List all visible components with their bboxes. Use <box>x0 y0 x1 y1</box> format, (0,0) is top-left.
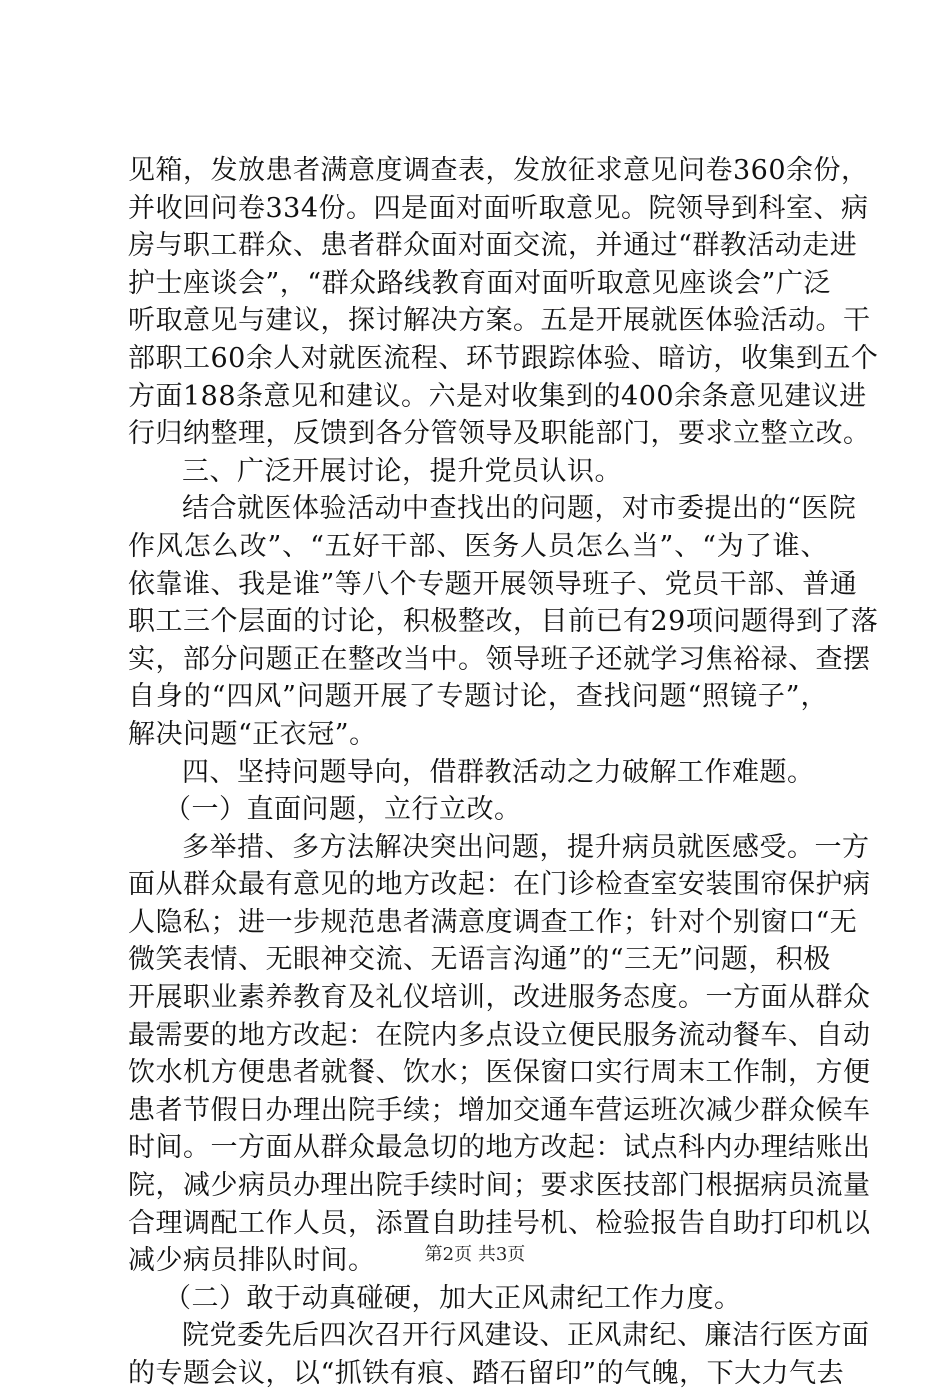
paragraph-line: 院，减少病员办理出院手续时间；要求医技部门根据病员流量 <box>128 1170 871 1202</box>
paragraph-line: 护士座谈会”，“群众路线教育面对面听取意见座谈会”广泛 <box>128 267 831 299</box>
paragraph-line: 作风怎么改”、“五好干部、医务人员怎么当”、“为了谁、 <box>128 530 828 562</box>
paragraph-line: 多举措、多方法解决突出问题，提升病员就医感受。一方 <box>182 831 870 863</box>
paragraph-line: 合理调配工作人员，添置自助挂号机、检验报告自助打印机以 <box>128 1207 871 1239</box>
paragraph-line: 人隐私；进一步规范患者满意度调查工作；针对个别窗口“无 <box>128 906 858 938</box>
paragraph-line: 方面188条意见和建议。六是对收集到的400余条意见建议进 <box>128 380 867 412</box>
paragraph-line: 听取意见与建议，探讨解决方案。五是开展就医体验活动。干 <box>128 305 871 337</box>
paragraph-line: 结合就医体验活动中查找出的问题，对市委提出的“医院 <box>182 493 857 525</box>
subsection-heading-line: （二）敢于动真碰硬，加大正风肃纪工作力度。 <box>164 1282 742 1314</box>
paragraph-line: 饮水机方便患者就餐、饮水；医保窗口实行周末工作制，方便 <box>128 1057 871 1089</box>
paragraph-line: 职工三个层面的讨论，积极整改，目前已有29项问题得到了落 <box>128 606 879 638</box>
paragraph-line: 解决问题“正衣冠”。 <box>128 718 377 750</box>
paragraph-line: 实，部分问题正在整改当中。领导班子还就学习焦裕禄、查摆 <box>128 643 871 675</box>
paragraph-line: 行归纳整理，反馈到各分管领导及职能部门，要求立整立改。 <box>128 418 871 450</box>
section-heading-line: 四、坚持问题导向，借群教活动之力破解工作难题。 <box>182 756 815 788</box>
page-number-footer: 第2页 共3页 <box>424 1244 526 1265</box>
paragraph-line: 开展职业素养教育及礼仪培训，改进服务态度。一方面从群众 <box>128 982 871 1014</box>
paragraph-line: 微笑表情、无眼神交流、无语言沟通”的“三无”问题，积极 <box>128 944 831 976</box>
section-heading-line: 三、广泛开展讨论，提升党员认识。 <box>182 455 622 487</box>
paragraph-line: 的专题会议，以“抓铁有痕、踏石留印”的气魄，下大力气去 <box>128 1358 845 1389</box>
paragraph-line: 院党委先后四次召开行风建设、正风肃纪、廉洁行医方面 <box>182 1320 870 1352</box>
document-body <box>128 152 879 1393</box>
paragraph-line: 并收回问卷334份。四是面对面听取意见。院领导到科室、病 <box>128 192 869 224</box>
paragraph-line: 部职工60余人对就医流程、环节跟踪体验、暗访，收集到五个 <box>128 342 879 374</box>
paragraph-line: 最需要的地方改起：在院内多点设立便民服务流动餐车、自动 <box>128 1019 871 1051</box>
paragraph-line: 时间。一方面从群众最急切的地方改起：试点科内办理结账出 <box>128 1132 871 1164</box>
paragraph-line: 面从群众最有意见的地方改起：在门诊检查室安装围帘保护病 <box>128 869 871 901</box>
subsection-heading-line: （一）直面问题，立行立改。 <box>164 794 522 826</box>
paragraph-line: 患者节假日办理出院手续；增加交通车营运班次减少群众候车 <box>128 1094 871 1126</box>
paragraph-line: 减少病员排队时间。 <box>128 1245 376 1277</box>
paragraph-line: 见箱，发放患者满意度调查表，发放征求意见问卷360余份， <box>128 155 869 186</box>
paragraph-line: 房与职工群众、患者群众面对面交流，并通过“群教活动走进 <box>128 230 858 262</box>
paragraph-line: 依靠谁、我是谁”等八个专题开展领导班子、党员干部、普通 <box>128 568 858 600</box>
paragraph-line: 自身的“四风”问题开展了专题讨论，查找问题“照镜子”， <box>128 681 828 713</box>
